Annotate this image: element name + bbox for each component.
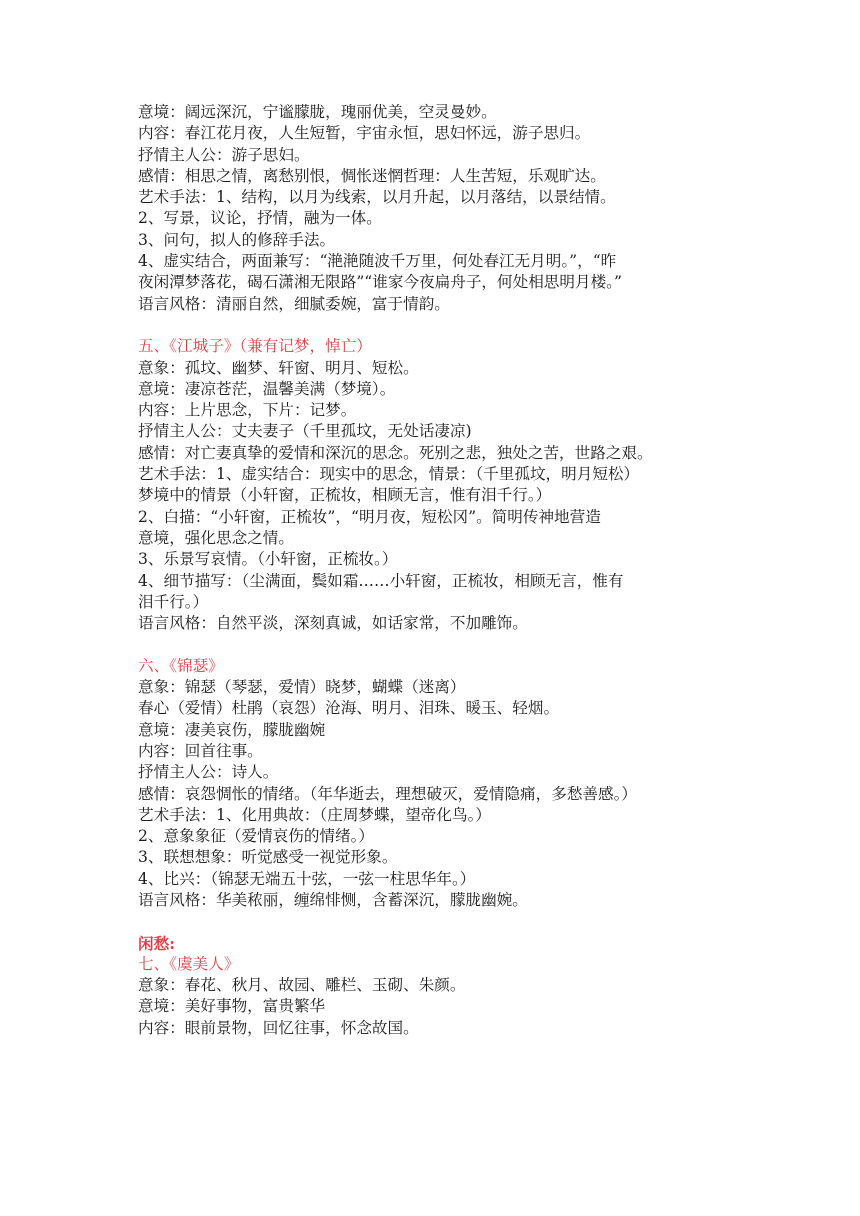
text-line: 梦境中的情景（小轩窗，正梳妆，相顾无言，惟有泪千行。） [138, 486, 552, 505]
text-line: 抒情主人公：游子思妇。 [138, 145, 310, 164]
text-line: 抒情主人公：丈夫妻子（千里孤坟，无处话凄凉) [138, 422, 472, 441]
text-line: 意境：阔远深沉，宁谧朦胧，瑰丽优美，空灵曼妙。 [138, 103, 497, 121]
text-line: 4、细节描写：（尘满面，鬓如霜……小轩窗，正梳妆，相顾无言，惟有 [138, 571, 624, 590]
document-page [138, 102, 738, 1039]
section-heading: 七、《虞美人》 [138, 954, 240, 973]
text-line: 语言风格：清丽自然，细腻委婉，富于情韵。 [138, 294, 450, 313]
text-line: 4、比兴：（锦瑟无端五十弦，一弦一柱思华年。） [138, 869, 476, 888]
text-line: 意境：凄美哀伤，朦胧幽婉 [138, 720, 326, 739]
text-line: 内容：春江花月夜，人生短暂，宇宙永恒，思妇怀远，游子思归。 [138, 124, 591, 143]
text-line: 艺术手法：1、化用典故：（庄周梦蝶，望帝化鸟。） [138, 805, 491, 824]
text-line: 4、虚实结合，两面兼写：“滟滟随波千万里，何处春江无月明。”，“昨 [138, 252, 617, 271]
text-line: 3、联想想象：听觉感受一视觉形象。 [138, 848, 398, 867]
text-line: 意象：孤坟、幽梦、轩窗、明月、短松。 [138, 358, 419, 377]
text-line: 感情：对亡妻真挚的爱情和深沉的思念。死别之悲，独处之苦，世路之艰。 [138, 443, 653, 462]
blank-line [138, 634, 738, 655]
text-line: 意象：锦瑟（琴瑟，爱情）晓梦，蝴蝶（迷离） [138, 678, 466, 697]
text-line: 2、写景，议论，抒情，融为一体。 [138, 209, 382, 228]
text-line: 3、乐景写哀情。（小轩窗，正梳妆。） [138, 550, 398, 569]
text-line: 内容：眼前景物，回忆往事，怀念故国。 [138, 1018, 419, 1037]
text-line: 2、意象象征（爱情哀伤的情绪。） [138, 827, 375, 846]
text-line: 2、白描：“小轩窗，正梳妆”，“明月夜，短松冈”。简明传神地营造 [138, 507, 601, 526]
section-heading: 六、《锦瑟》 [138, 656, 224, 675]
section-7-block [138, 933, 738, 1039]
text-line: 内容：上片思念，下片：记梦。 [138, 401, 357, 420]
text-line: 语言风格：自然平淡，深刻真诚，如话家常，不加雕饰。 [138, 614, 528, 633]
section-6-block [138, 656, 738, 912]
text-line: 意境：美好事物，富贵繁华 [138, 997, 326, 1016]
text-line: 语言风格：华美秾丽，缠绵悱恻，含蓄深沉，朦胧幽婉。 [138, 890, 528, 909]
text-line: 春心（爱情）杜鹃（哀怨）沧海、明月、泪珠、暖玉、轻烟。 [138, 699, 560, 718]
text-line: 3、问句，拟人的修辞手法。 [138, 230, 336, 249]
section-heading: 五、《江城子》（兼有记梦，悼亡） [138, 337, 372, 356]
text-line: 意象：春花、秋月、故园、雕栏、玉砌、朱颜。 [138, 976, 466, 995]
blank-line [138, 911, 738, 932]
text-line: 感情：相思之情，离愁别恨，惆怅迷惘哲理：人生苦短，乐观旷达。 [138, 166, 606, 185]
section-5-block [138, 336, 738, 634]
text-line: 感情：哀怨惆怅的情绪。（年华逝去，理想破灭，爱情隐痛，多愁善感。） [138, 784, 637, 803]
text-line: 内容：回首往事。 [138, 741, 263, 760]
text-line: 意境，强化思念之情。 [138, 528, 294, 547]
text-line: 抒情主人公：诗人。 [138, 763, 279, 782]
text-line: 泪千行。） [138, 592, 209, 611]
text-line: 艺术手法：1、结构，以月为线索，以月升起，以月落结，以景结情。 [138, 188, 616, 207]
text-line: 夜闲潭梦落花，碣石潇湘无限路”“谁家今夜扁舟子，何处相思明月楼。” [138, 273, 622, 292]
section-4-block [138, 102, 738, 315]
category-heading: 闲愁: [138, 933, 175, 953]
text-line: 艺术手法：1、虚实结合：现实中的思念，情景：（千里孤坟，明月短松） [138, 465, 640, 484]
blank-line [138, 315, 738, 336]
text-line: 意境：凄凉苍茫，温馨美满（梦境）。 [138, 379, 396, 398]
